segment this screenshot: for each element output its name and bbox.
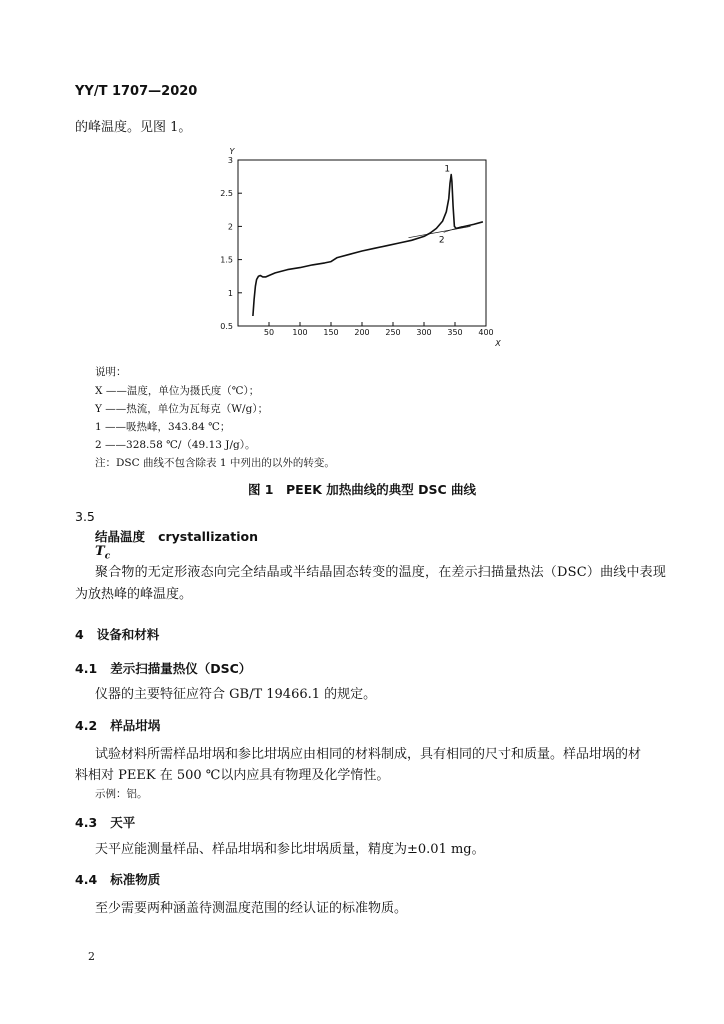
term-symbol: $T_c$ <box>95 544 111 562</box>
x-tick-label: 100 <box>292 328 308 337</box>
plot-frame <box>238 160 486 326</box>
standard-id: YY/T 1707—2020 <box>75 84 198 99</box>
x-tick-label: 50 <box>263 328 275 337</box>
legend-item-1: 1 ——吸热峰，343.84 ℃； <box>95 421 231 433</box>
figure-caption: 图 1 PEEK 加热曲线的典型 DSC 曲线 <box>247 482 477 497</box>
y-tick-label: 2 <box>227 222 233 232</box>
dsc-curve-chart <box>205 140 515 350</box>
x-tick-label: 300 <box>416 328 432 337</box>
x-tick-label: 350 <box>447 328 463 337</box>
section-4-2-line1: 试验材料所需样品坩埚和参比坩埚应由相同的材料制成，具有相同的尺寸和质量。样品坩埚的材 <box>95 747 642 762</box>
annotation-1-label: 1 <box>444 164 451 175</box>
term-definition-line2: 为放热峰的峰温度。 <box>75 587 193 602</box>
y-tick-label: 1.5 <box>220 255 233 265</box>
x-tick-label: 250 <box>385 328 401 337</box>
term-definition-line1: 聚合物的无定形液态向完全结晶或半结晶固态转变的温度，在差示扫描量热法（DSC）曲线中表现 <box>95 565 667 580</box>
section-4-1-text: 仪器的主要特征应符合 GB/T 19466.1 的规定。 <box>95 687 377 702</box>
section-3-5-number: 3.5 <box>75 509 95 524</box>
section-4-2-example: 示例：铝。 <box>95 788 148 800</box>
section-4-2-heading: 4.2 样品坩埚 <box>75 718 161 733</box>
annotation-2-label: 2 <box>438 235 445 246</box>
figure-note: 注：DSC 曲线不包含除表 1 中列出的以外的转变。 <box>95 457 335 469</box>
y-tick-label: 3 <box>227 156 233 165</box>
legend-item-x: X ——温度，单位为摄氏度（℃）； <box>95 385 260 397</box>
x-tick-label: 400 <box>478 328 494 337</box>
x-tick-label: 150 <box>323 328 339 337</box>
section-4-heading: 4 设备和材料 <box>75 627 160 642</box>
legend-heading: 说明： <box>95 366 127 378</box>
x-tick-label: 200 <box>354 328 370 337</box>
term-heading <box>95 527 258 545</box>
legend-item-2: 2 ——328.58 ℃/（49.13 J/g）。 <box>95 439 256 451</box>
term-cn: 结晶温度 <box>95 529 146 544</box>
section-4-3-text: 天平应能测量样品、样品坩埚和参比坩埚质量，精度为±0.01 mg。 <box>95 842 485 857</box>
legend-item-y: Y ——热流，单位为瓦每克（W/g）； <box>95 403 269 415</box>
section-4-2-line2: 料相对 PEEK 在 500 ℃以内应具有物理及化学惰性。 <box>75 768 390 783</box>
section-4-3-heading: 4.3 天平 <box>75 815 136 830</box>
series-line <box>253 175 483 316</box>
x-axis-label: X <box>495 339 501 348</box>
y-tick-label: 2.5 <box>220 189 233 199</box>
section-4-4-text: 至少需要两种涵盖待测温度范围的经认证的标准物质。 <box>95 901 408 916</box>
y-axis-label: Y <box>229 147 235 156</box>
intro-line: 的峰温度。见图 1。 <box>75 120 192 135</box>
y-tick-label: 0.5 <box>220 322 233 331</box>
page-number: 2 <box>88 950 95 963</box>
y-tick-label: 1 <box>227 288 233 298</box>
section-4-4-heading: 4.4 标准物质 <box>75 872 161 887</box>
annotation-2-leader <box>444 226 462 232</box>
term-en: crystallization <box>158 529 258 544</box>
section-4-1-heading: 4.1 差示扫描量热仪（DSC） <box>75 661 252 676</box>
